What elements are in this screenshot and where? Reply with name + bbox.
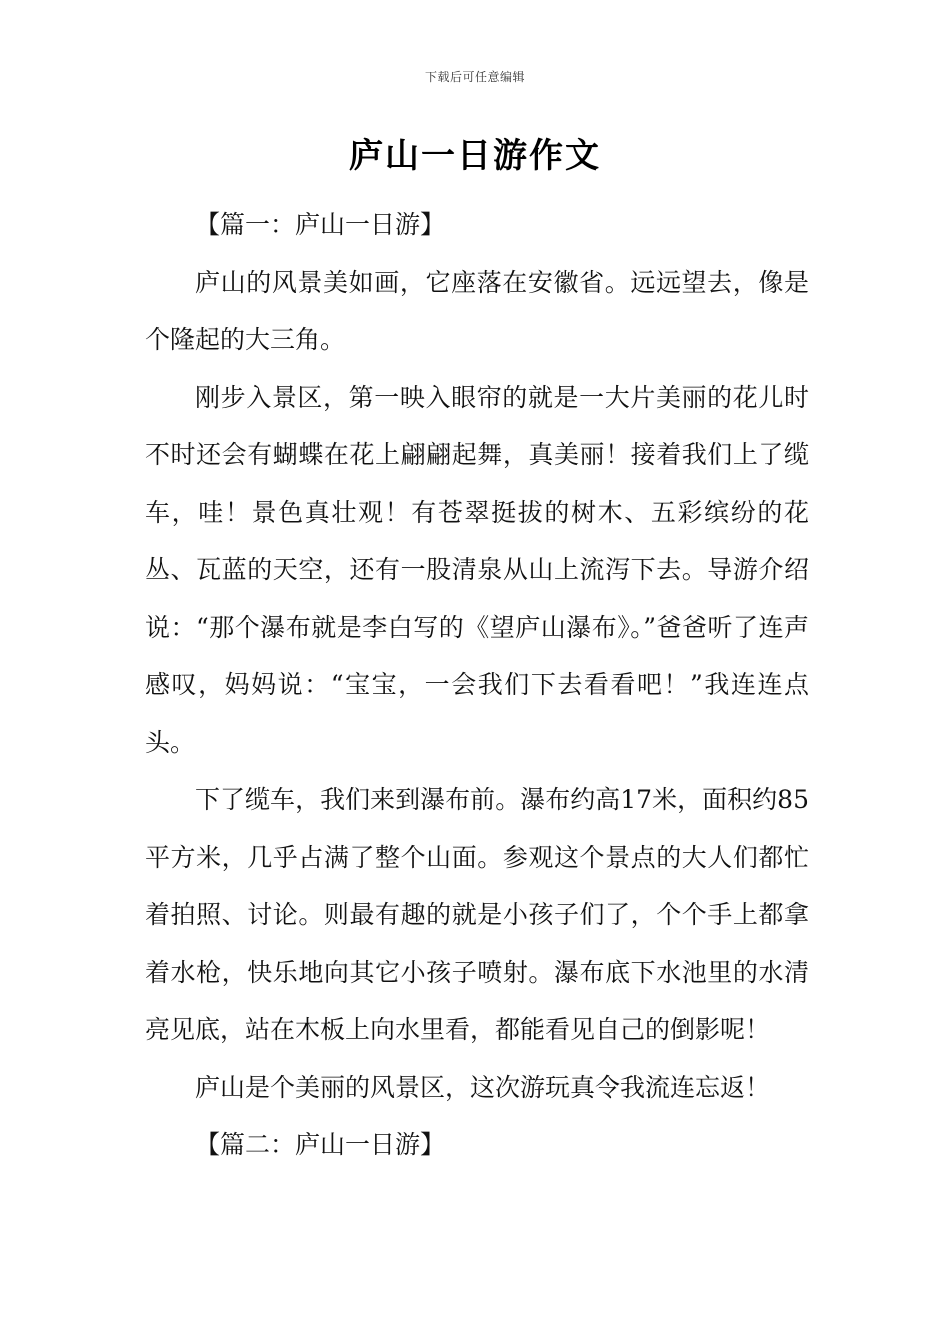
paragraph: 刚步入景区，第一映入眼帘的就是一大片美丽的花儿时不时还会有蝴蝶在花上翩翩起舞，真美丽！接着我们上了缆车，哇！景色真壮观！有苍翠挺拔的树木、五彩缤纷的花丛、瓦蓝的天空，还有一股清泉从山上流泻下去。导游介绍说：“那个瀑布就是李白写的《望庐山瀑布》。”爸爸听了连声感叹，妈妈说：“宝宝，一会我们下去看看吧！”我连连点头。 — [145, 382, 809, 757]
document-body — [145, 196, 809, 1174]
paragraph: 下了缆车，我们来到瀑布前。瀑布约高17米，面积约85平方米，几乎占满了整个山面。参观这个景点的大人们都忙着拍照、讨论。则最有趣的就是小孩子们了，个个手上都拿着水枪，快乐地向其它小孩子喷射。瀑布底下水池里的水清亮见底，站在木板上向水里看，都能看见自己的倒影呢！ — [145, 785, 809, 1044]
section-heading: 【篇二：庐山一日游】 — [195, 1130, 446, 1159]
section-heading: 【篇一：庐山一日游】 — [195, 210, 446, 239]
document-title: 庐山一日游作文 — [349, 136, 601, 176]
paragraph: 庐山是个美丽的风景区，这次游玩真令我流连忘返！ — [195, 1072, 771, 1102]
header-note: 下载后可任意编辑 — [424, 70, 525, 84]
paragraph: 庐山的风景美如画，它座落在安徽省。远远望去，像是个隆起的大三角。 — [145, 267, 809, 354]
